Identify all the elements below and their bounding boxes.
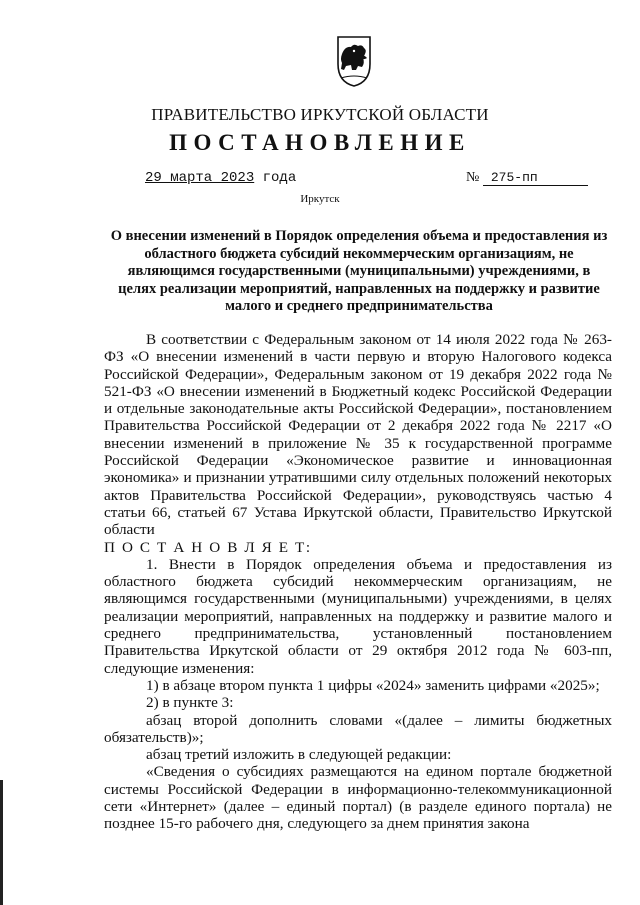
number-sign: № [466, 170, 480, 185]
item-1-paragraph: 1. Внести в Порядок определения объема и предоставления из областного бюджета субсидий некоммерческим организациям, не являющимся государственными (муниципальными) учреждениями, в целях реализации мероприятий, направленных на поддержку и развитие малого и среднего предпринимательства, установленный постановлением Правительства Иркутской области от 29 октября 2012 года № 603-пп, следующие изменения: [104, 555, 612, 677]
document-date [145, 170, 296, 186]
sub-item-2: 2) в пункте 3: [146, 694, 234, 712]
date-suffix: года [262, 170, 297, 186]
government-name: ПРАВИТЕЛЬСТВО ИРКУТСКОЙ ОБЛАСТИ [151, 105, 489, 124]
number-value: 275-пп [483, 170, 588, 186]
irkutsk-babr-emblem-icon [318, 34, 390, 88]
preamble-paragraph: В соответствии с Федеральным законом от 14 июля 2022 года № 263-ФЗ «О внесении изменений в части первую и вторую Налогового кодекса Российской Федерации», Федеральным законом от 19 декабря 2022 года № 521-ФЗ «О внесении изменений в Бюджетный кодекс Российской Федерации и отдельные законодательные акты Российской Федерации», постановлением Правительства Российской Федерации от 2 декабря 2022 года № 2217 «О внесении изменений в приложение № 35 к государственной программе Российской Федерации «Экономическое развитие и инновационная экономика» и признании утратившими силу отдельных положений некоторых актов Правительства Российской Федерации», руководствуясь частью 4 статьи 66, статьей 67 Устава Иркутской области, Правительство Иркутской области [104, 331, 612, 539]
document-title: О внесении изменений в Порядок определения объема и предоставления из областного бюджета субсидий некоммерческим организациям, не являющимся государственными (муниципальными) учреждениями, в целях реализации мероприятий, направленных на поддержку и развитие малого и среднего предпринимательства [110, 228, 608, 314]
date-value: 29 марта 2023 [145, 170, 255, 186]
resolves-heading: П О С Т А Н О В Л Я Е Т: [104, 538, 312, 556]
city: Иркутск [300, 193, 340, 205]
document-body [104, 331, 612, 833]
document-type: ПОСТАНОВЛЕНИЕ [169, 130, 471, 155]
quoted-text: «Сведения о субсидиях размещаются на едином портале бюджетной системы Российской Федерации в информационно-телекоммуникационной сети «Интернет» (далее – единый портал) (в разделе единого портала) не позднее 15-го рабочего дня, следующего за днем принятия закона [104, 763, 612, 833]
scan-edge-divider [0, 780, 3, 905]
sub-item-2-paragraph-a: абзац второй дополнить словами «(далее – лимиты бюджетных обязательств)»; [104, 711, 612, 746]
sub-item-2-paragraph-b: абзац третий изложить в следующей редакции: [146, 746, 452, 764]
sub-item-1: 1) в абзаце втором пункта 1 цифры «2024» заменить цифрами «2025»; [146, 676, 600, 694]
document-number [466, 170, 588, 186]
